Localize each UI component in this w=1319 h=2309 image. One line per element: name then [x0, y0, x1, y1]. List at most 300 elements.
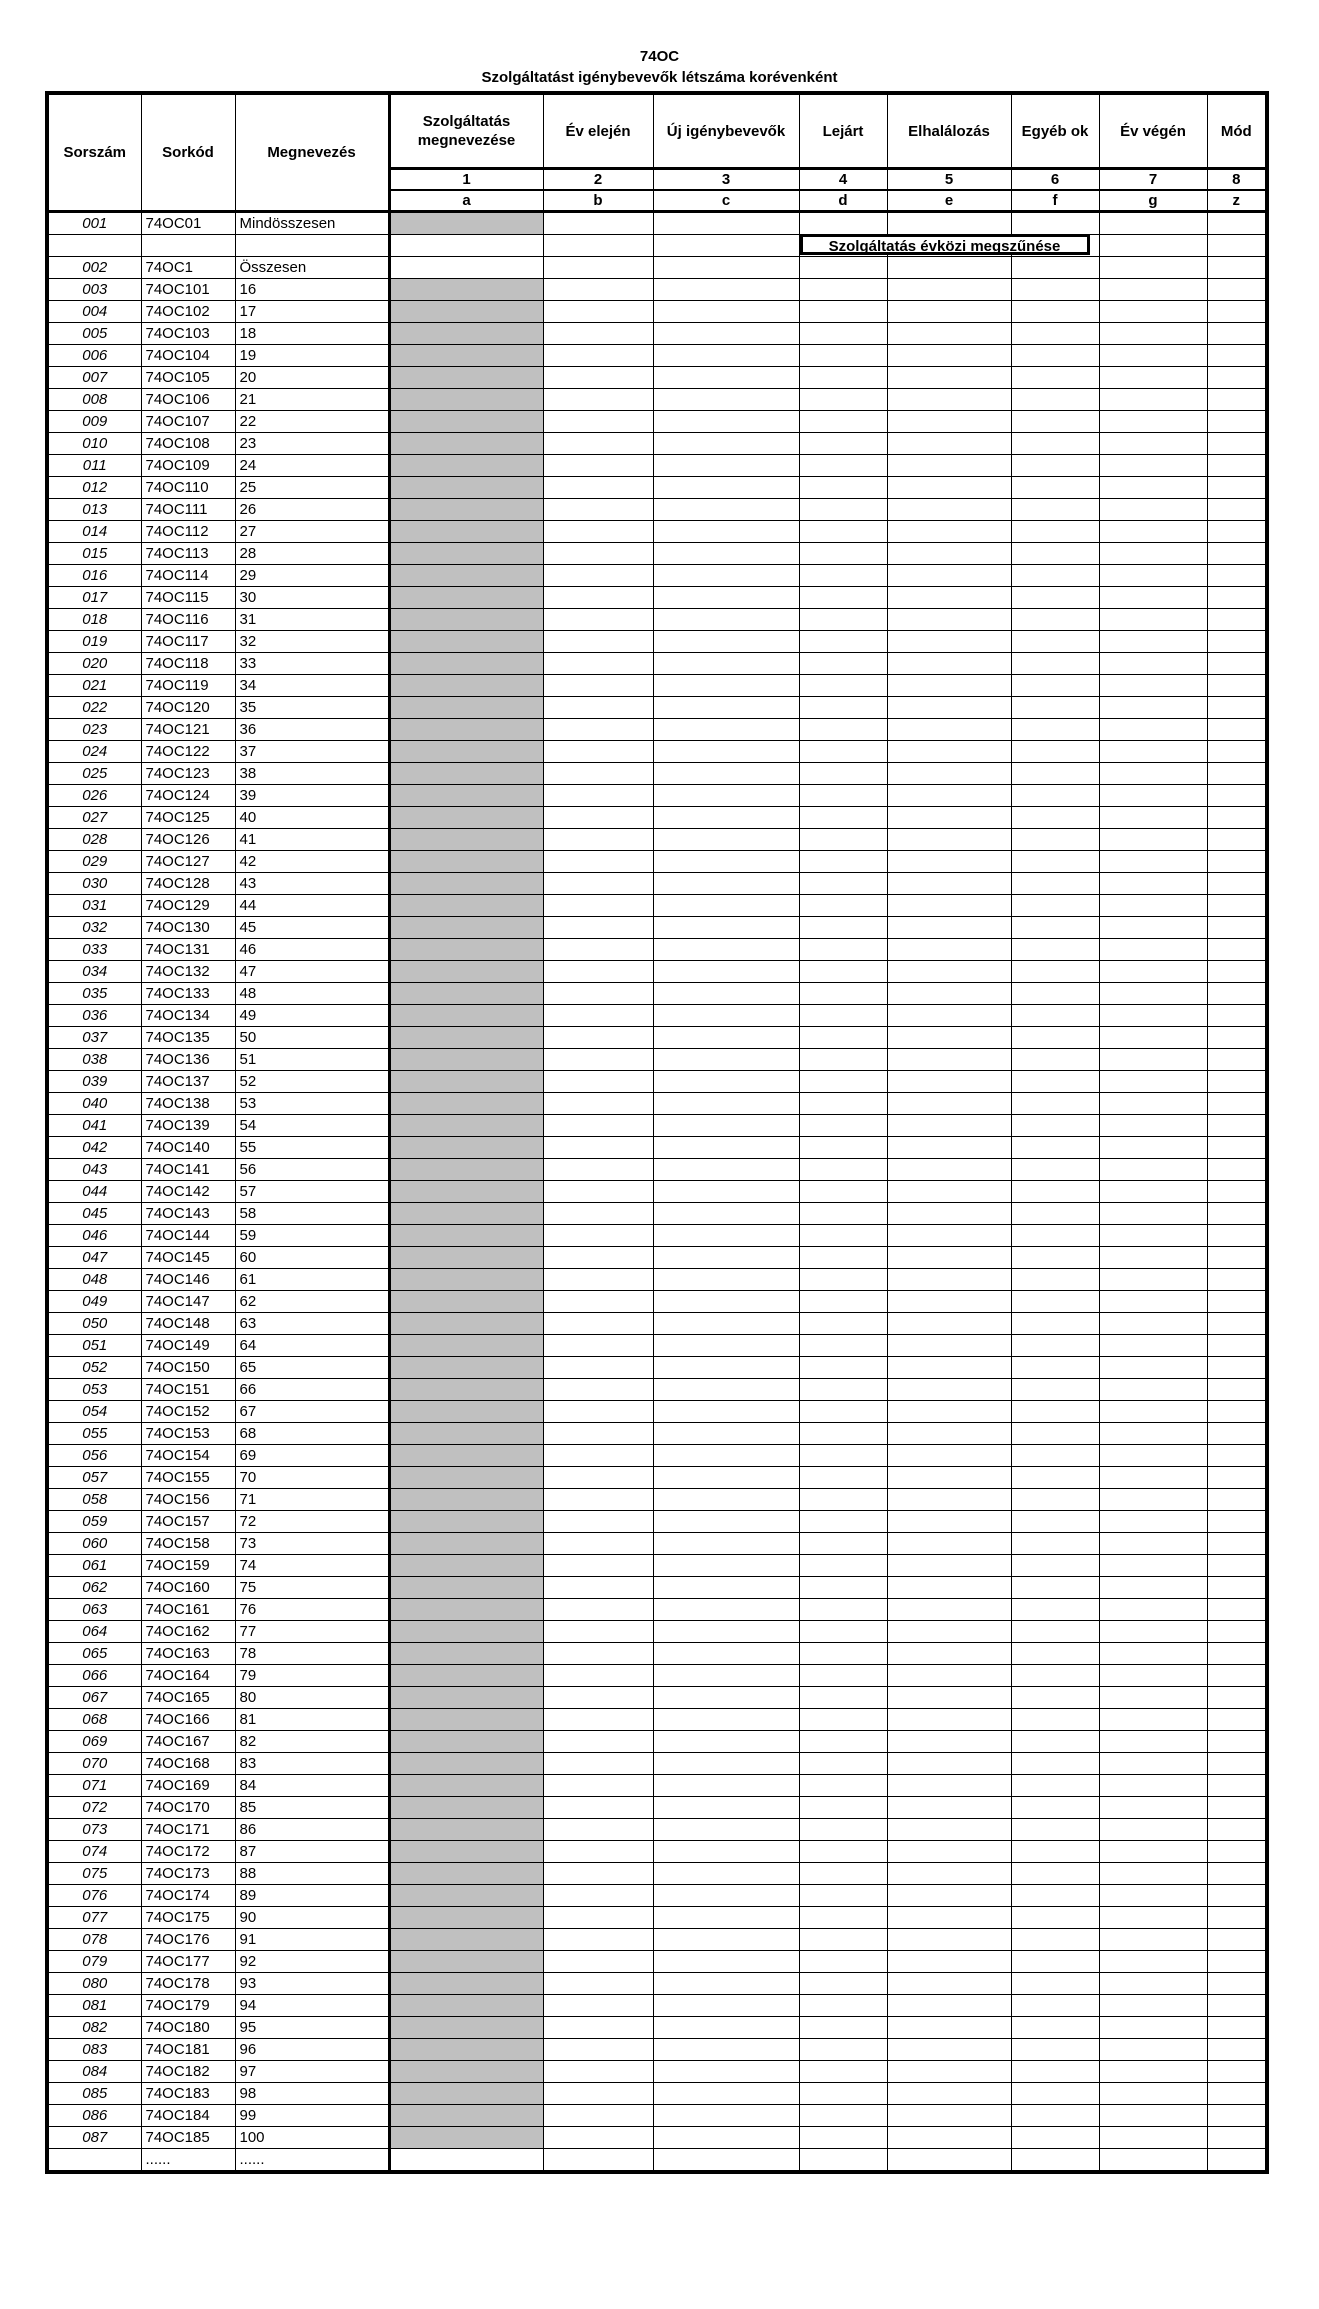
cell-egyeb-ok[interactable] [1011, 895, 1099, 917]
cell-ev-vegen[interactable] [1099, 389, 1207, 411]
cell-ev-vegen[interactable] [1099, 345, 1207, 367]
cell-elhalalozas[interactable] [887, 257, 1011, 279]
cell-szolgaltatas[interactable] [389, 257, 543, 279]
cell-ev-vegen[interactable] [1099, 212, 1207, 235]
cell-ev-elejen[interactable] [543, 367, 653, 389]
cell-egyeb-ok[interactable] [1011, 631, 1099, 653]
cell-uj-igenybevevok[interactable] [653, 1115, 799, 1137]
cell-ev-vegen[interactable] [1099, 1401, 1207, 1423]
cell-ev-elejen[interactable] [543, 807, 653, 829]
cell-egyeb-ok[interactable] [1011, 1797, 1099, 1819]
cell-ev-elejen[interactable] [543, 1313, 653, 1335]
cell-ev-vegen[interactable] [1099, 1423, 1207, 1445]
cell-uj-igenybevevok[interactable] [653, 631, 799, 653]
cell-ev-vegen[interactable] [1099, 631, 1207, 653]
cell-ev-vegen[interactable] [1099, 1951, 1207, 1973]
cell-ev-elejen[interactable] [543, 565, 653, 587]
cell-egyeb-ok[interactable] [1011, 851, 1099, 873]
cell-egyeb-ok[interactable] [1011, 1467, 1099, 1489]
cell-ev-vegen[interactable] [1099, 1665, 1207, 1687]
cell-mod[interactable] [1207, 2039, 1267, 2061]
cell-elhalalozas[interactable] [887, 279, 1011, 301]
cell-lejart[interactable] [799, 1599, 887, 1621]
cell-lejart[interactable] [799, 1753, 887, 1775]
cell-uj-igenybevevok[interactable] [653, 939, 799, 961]
cell-elhalalozas[interactable] [887, 1313, 1011, 1335]
cell-ev-vegen[interactable] [1099, 609, 1207, 631]
cell-ev-elejen[interactable] [543, 301, 653, 323]
cell-ev-elejen[interactable] [543, 1291, 653, 1313]
cell-lejart[interactable] [799, 367, 887, 389]
cell-elhalalozas[interactable] [887, 1137, 1011, 1159]
cell-lejart[interactable] [799, 1445, 887, 1467]
cell-ev-vegen[interactable] [1099, 1841, 1207, 1863]
cell-mod[interactable] [1207, 1379, 1267, 1401]
cell-lejart[interactable] [799, 521, 887, 543]
cell-egyeb-ok[interactable] [1011, 1269, 1099, 1291]
cell-elhalalozas[interactable] [887, 807, 1011, 829]
cell-ev-elejen[interactable] [543, 1401, 653, 1423]
cell-mod[interactable] [1207, 1137, 1267, 1159]
cell-ev-elejen[interactable] [543, 433, 653, 455]
cell-elhalalozas[interactable] [887, 2149, 1011, 2173]
cell-elhalalozas[interactable] [887, 1269, 1011, 1291]
cell-elhalalozas[interactable] [887, 1665, 1011, 1687]
cell-uj-igenybevevok[interactable] [653, 1401, 799, 1423]
cell-ev-vegen[interactable] [1099, 565, 1207, 587]
cell-mod[interactable] [1207, 1995, 1267, 2017]
cell-ev-elejen[interactable] [543, 1379, 653, 1401]
cell-uj-igenybevevok[interactable] [653, 1511, 799, 1533]
cell-mod[interactable] [1207, 895, 1267, 917]
cell-mod[interactable] [1207, 653, 1267, 675]
cell-egyeb-ok[interactable] [1011, 1643, 1099, 1665]
cell-mod[interactable] [1207, 1555, 1267, 1577]
cell-mod[interactable] [1207, 961, 1267, 983]
cell-lejart[interactable] [799, 1973, 887, 1995]
cell-egyeb-ok[interactable] [1011, 1489, 1099, 1511]
cell-uj-igenybevevok[interactable] [653, 1027, 799, 1049]
cell-lejart[interactable] [799, 1027, 887, 1049]
cell-ev-elejen[interactable] [543, 1489, 653, 1511]
cell-ev-vegen[interactable] [1099, 1819, 1207, 1841]
cell-ev-elejen[interactable] [543, 1929, 653, 1951]
cell-egyeb-ok[interactable] [1011, 939, 1099, 961]
cell-ev-elejen[interactable] [543, 1005, 653, 1027]
cell-mod[interactable] [1207, 499, 1267, 521]
cell-ev-elejen[interactable] [543, 653, 653, 675]
cell-egyeb-ok[interactable] [1011, 1885, 1099, 1907]
cell-lejart[interactable] [799, 1049, 887, 1071]
cell-ev-vegen[interactable] [1099, 1555, 1207, 1577]
cell-ev-vegen[interactable] [1099, 1533, 1207, 1555]
cell-ev-elejen[interactable] [543, 323, 653, 345]
cell-ev-elejen[interactable] [543, 1555, 653, 1577]
cell-ev-elejen[interactable] [543, 411, 653, 433]
cell-lejart[interactable] [799, 301, 887, 323]
cell-egyeb-ok[interactable] [1011, 1027, 1099, 1049]
cell-lejart[interactable] [799, 1093, 887, 1115]
cell-lejart[interactable] [799, 1687, 887, 1709]
cell-lejart[interactable] [799, 1269, 887, 1291]
cell-uj-igenybevevok[interactable] [653, 1775, 799, 1797]
cell-uj-igenybevevok[interactable] [653, 1995, 799, 2017]
cell-uj-igenybevevok[interactable] [653, 741, 799, 763]
cell-mod[interactable] [1207, 2127, 1267, 2149]
cell-uj-igenybevevok[interactable] [653, 1863, 799, 1885]
cell-lejart[interactable] [799, 1533, 887, 1555]
cell-uj-igenybevevok[interactable] [653, 2083, 799, 2105]
cell-lejart[interactable] [799, 2149, 887, 2173]
cell-egyeb-ok[interactable] [1011, 653, 1099, 675]
cell-lejart[interactable] [799, 1115, 887, 1137]
cell-ev-vegen[interactable] [1099, 1005, 1207, 1027]
cell-lejart[interactable] [799, 235, 1061, 257]
cell-egyeb-ok[interactable] [1011, 1533, 1099, 1555]
cell-mod[interactable] [1207, 235, 1267, 257]
cell-ev-elejen[interactable] [543, 1841, 653, 1863]
cell-elhalalozas[interactable] [887, 543, 1011, 565]
cell-ev-elejen[interactable] [543, 2039, 653, 2061]
cell-mod[interactable] [1207, 1621, 1267, 1643]
cell-uj-igenybevevok[interactable] [653, 257, 799, 279]
cell-lejart[interactable] [799, 1885, 887, 1907]
cell-egyeb-ok[interactable] [1011, 411, 1099, 433]
cell-uj-igenybevevok[interactable] [653, 1929, 799, 1951]
cell-egyeb-ok[interactable] [1011, 785, 1099, 807]
cell-ev-elejen[interactable] [543, 1027, 653, 1049]
cell-mod[interactable] [1207, 1731, 1267, 1753]
cell-mod[interactable] [1207, 455, 1267, 477]
cell-mod[interactable] [1207, 1049, 1267, 1071]
cell-uj-igenybevevok[interactable] [653, 565, 799, 587]
cell-egyeb-ok[interactable] [1011, 587, 1099, 609]
cell-uj-igenybevevok[interactable] [653, 1093, 799, 1115]
cell-lejart[interactable] [799, 851, 887, 873]
cell-elhalalozas[interactable] [887, 1643, 1011, 1665]
cell-elhalalozas[interactable] [887, 1533, 1011, 1555]
cell-egyeb-ok[interactable] [1011, 477, 1099, 499]
cell-ev-vegen[interactable] [1099, 1291, 1207, 1313]
cell-egyeb-ok[interactable] [1011, 741, 1099, 763]
cell-egyeb-ok[interactable] [1011, 1313, 1099, 1335]
cell-uj-igenybevevok[interactable] [653, 1577, 799, 1599]
cell-egyeb-ok[interactable] [1011, 1423, 1099, 1445]
cell-mod[interactable] [1207, 212, 1267, 235]
cell-egyeb-ok[interactable] [1011, 2127, 1099, 2149]
cell-elhalalozas[interactable] [887, 1489, 1011, 1511]
cell-egyeb-ok[interactable] [1011, 829, 1099, 851]
cell-ev-elejen[interactable] [543, 212, 653, 235]
cell-mod[interactable] [1207, 1643, 1267, 1665]
cell-ev-elejen[interactable] [543, 1797, 653, 1819]
cell-ev-vegen[interactable] [1099, 1159, 1207, 1181]
cell-uj-igenybevevok[interactable] [653, 2039, 799, 2061]
cell-elhalalozas[interactable] [887, 1357, 1011, 1379]
cell-mod[interactable] [1207, 1093, 1267, 1115]
cell-uj-igenybevevok[interactable] [653, 1709, 799, 1731]
cell-ev-vegen[interactable] [1099, 301, 1207, 323]
cell-elhalalozas[interactable] [887, 1159, 1011, 1181]
cell-ev-vegen[interactable] [1099, 2105, 1207, 2127]
cell-egyeb-ok[interactable] [1011, 1093, 1099, 1115]
cell-lejart[interactable] [799, 1467, 887, 1489]
cell-ev-vegen[interactable] [1099, 1687, 1207, 1709]
cell-ev-elejen[interactable] [543, 1819, 653, 1841]
cell-mod[interactable] [1207, 851, 1267, 873]
cell-uj-igenybevevok[interactable] [653, 609, 799, 631]
cell-ev-vegen[interactable] [1099, 1137, 1207, 1159]
cell-ev-elejen[interactable] [543, 345, 653, 367]
cell-uj-igenybevevok[interactable] [653, 1269, 799, 1291]
cell-ev-elejen[interactable] [543, 983, 653, 1005]
cell-egyeb-ok[interactable] [1011, 917, 1099, 939]
cell-ev-elejen[interactable] [543, 1159, 653, 1181]
cell-mod[interactable] [1207, 1599, 1267, 1621]
cell-lejart[interactable] [799, 1775, 887, 1797]
cell-elhalalozas[interactable] [887, 301, 1011, 323]
cell-mod[interactable] [1207, 477, 1267, 499]
cell-lejart[interactable] [799, 1137, 887, 1159]
cell-egyeb-ok[interactable] [1011, 367, 1099, 389]
cell-ev-elejen[interactable] [543, 609, 653, 631]
cell-elhalalozas[interactable] [887, 1885, 1011, 1907]
cell-elhalalozas[interactable] [887, 697, 1011, 719]
cell-elhalalozas[interactable] [887, 1115, 1011, 1137]
cell-ev-vegen[interactable] [1099, 1467, 1207, 1489]
cell-ev-vegen[interactable] [1099, 1621, 1207, 1643]
cell-mod[interactable] [1207, 1489, 1267, 1511]
cell-egyeb-ok[interactable] [1011, 2061, 1099, 2083]
cell-uj-igenybevevok[interactable] [653, 719, 799, 741]
cell-ev-elejen[interactable] [543, 675, 653, 697]
cell-mod[interactable] [1207, 367, 1267, 389]
cell-ev-vegen[interactable] [1099, 477, 1207, 499]
cell-uj-igenybevevok[interactable] [653, 345, 799, 367]
cell-lejart[interactable] [799, 609, 887, 631]
cell-egyeb-ok[interactable] [1011, 983, 1099, 1005]
cell-mod[interactable] [1207, 675, 1267, 697]
cell-lejart[interactable] [799, 2105, 887, 2127]
cell-elhalalozas[interactable] [887, 1423, 1011, 1445]
cell-szolgaltatas[interactable] [389, 2149, 543, 2173]
cell-uj-igenybevevok[interactable] [653, 1423, 799, 1445]
cell-ev-elejen[interactable] [543, 1687, 653, 1709]
cell-ev-elejen[interactable] [543, 1643, 653, 1665]
cell-uj-igenybevevok[interactable] [653, 1643, 799, 1665]
cell-lejart[interactable] [799, 1929, 887, 1951]
cell-mod[interactable] [1207, 345, 1267, 367]
cell-ev-vegen[interactable] [1099, 1357, 1207, 1379]
cell-egyeb-ok[interactable] [1011, 1929, 1099, 1951]
cell-elhalalozas[interactable] [887, 1709, 1011, 1731]
cell-ev-vegen[interactable] [1099, 2017, 1207, 2039]
cell-lejart[interactable] [799, 1159, 887, 1181]
cell-mod[interactable] [1207, 829, 1267, 851]
cell-ev-vegen[interactable] [1099, 741, 1207, 763]
cell-ev-vegen[interactable] [1099, 2061, 1207, 2083]
cell-ev-elejen[interactable] [543, 1335, 653, 1357]
cell-elhalalozas[interactable] [887, 1973, 1011, 1995]
cell-elhalalozas[interactable] [887, 1819, 1011, 1841]
cell-ev-vegen[interactable] [1099, 697, 1207, 719]
cell-ev-vegen[interactable] [1099, 2149, 1207, 2173]
cell-egyeb-ok[interactable] [1011, 961, 1099, 983]
cell-mod[interactable] [1207, 873, 1267, 895]
cell-mod[interactable] [1207, 411, 1267, 433]
cell-ev-elejen[interactable] [543, 1093, 653, 1115]
cell-lejart[interactable] [799, 455, 887, 477]
cell-mod[interactable] [1207, 1027, 1267, 1049]
cell-lejart[interactable] [799, 1907, 887, 1929]
cell-uj-igenybevevok[interactable] [653, 1731, 799, 1753]
cell-elhalalozas[interactable] [887, 323, 1011, 345]
cell-ev-elejen[interactable] [543, 279, 653, 301]
cell-lejart[interactable] [799, 411, 887, 433]
cell-elhalalozas[interactable] [887, 1401, 1011, 1423]
cell-mod[interactable] [1207, 1181, 1267, 1203]
cell-lejart[interactable] [799, 653, 887, 675]
cell-egyeb-ok[interactable] [1011, 2083, 1099, 2105]
cell-uj-igenybevevok[interactable] [653, 1071, 799, 1093]
cell-uj-igenybevevok[interactable] [653, 1885, 799, 1907]
cell-lejart[interactable] [799, 1665, 887, 1687]
cell-ev-vegen[interactable] [1099, 279, 1207, 301]
cell-lejart[interactable] [799, 1863, 887, 1885]
cell-uj-igenybevevok[interactable] [653, 477, 799, 499]
cell-ev-vegen[interactable] [1099, 1775, 1207, 1797]
cell-egyeb-ok[interactable] [1011, 1071, 1099, 1093]
cell-ev-vegen[interactable] [1099, 1885, 1207, 1907]
cell-egyeb-ok[interactable] [1011, 1621, 1099, 1643]
cell-elhalalozas[interactable] [887, 477, 1011, 499]
cell-egyeb-ok[interactable] [1011, 1115, 1099, 1137]
cell-ev-elejen[interactable] [543, 1995, 653, 2017]
cell-ev-elejen[interactable] [543, 697, 653, 719]
cell-uj-igenybevevok[interactable] [653, 2061, 799, 2083]
cell-uj-igenybevevok[interactable] [653, 1621, 799, 1643]
cell-ev-vegen[interactable] [1099, 1181, 1207, 1203]
cell-uj-igenybevevok[interactable] [653, 301, 799, 323]
cell-lejart[interactable] [799, 433, 887, 455]
cell-lejart[interactable] [799, 763, 887, 785]
cell-ev-elejen[interactable] [543, 873, 653, 895]
cell-egyeb-ok[interactable] [1011, 212, 1099, 235]
cell-uj-igenybevevok[interactable] [653, 829, 799, 851]
cell-egyeb-ok[interactable] [1011, 2105, 1099, 2127]
cell-mod[interactable] [1207, 1511, 1267, 1533]
cell-elhalalozas[interactable] [887, 873, 1011, 895]
cell-ev-elejen[interactable] [543, 939, 653, 961]
cell-uj-igenybevevok[interactable] [653, 1313, 799, 1335]
cell-uj-igenybevevok[interactable] [653, 543, 799, 565]
cell-elhalalozas[interactable] [887, 1291, 1011, 1313]
cell-mod[interactable] [1207, 587, 1267, 609]
cell-uj-igenybevevok[interactable] [653, 2149, 799, 2173]
cell-ev-vegen[interactable] [1099, 785, 1207, 807]
cell-ev-vegen[interactable] [1099, 1929, 1207, 1951]
cell-elhalalozas[interactable] [887, 1071, 1011, 1093]
cell-lejart[interactable] [799, 2127, 887, 2149]
cell-lejart[interactable] [799, 345, 887, 367]
cell-mod[interactable] [1207, 1313, 1267, 1335]
cell-egyeb-ok[interactable] [1011, 1401, 1099, 1423]
cell-lejart[interactable] [799, 741, 887, 763]
cell-ev-elejen[interactable] [543, 1445, 653, 1467]
cell-mod[interactable] [1207, 257, 1267, 279]
cell-lejart[interactable] [799, 1797, 887, 1819]
cell-mod[interactable] [1207, 1533, 1267, 1555]
cell-mod[interactable] [1207, 763, 1267, 785]
cell-egyeb-ok[interactable] [1011, 1225, 1099, 1247]
cell-mod[interactable] [1207, 1291, 1267, 1313]
cell-ev-elejen[interactable] [543, 1709, 653, 1731]
cell-egyeb-ok[interactable] [1011, 323, 1099, 345]
cell-uj-igenybevevok[interactable] [653, 279, 799, 301]
cell-egyeb-ok[interactable] [1011, 2039, 1099, 2061]
cell-ev-elejen[interactable] [543, 2017, 653, 2039]
cell-uj-igenybevevok[interactable] [653, 851, 799, 873]
cell-lejart[interactable] [799, 1071, 887, 1093]
cell-ev-elejen[interactable] [543, 235, 653, 257]
cell-mod[interactable] [1207, 279, 1267, 301]
cell-uj-igenybevevok[interactable] [653, 1203, 799, 1225]
cell-ev-elejen[interactable] [543, 1247, 653, 1269]
cell-lejart[interactable] [799, 389, 887, 411]
cell-mod[interactable] [1207, 1423, 1267, 1445]
cell-mod[interactable] [1207, 323, 1267, 345]
cell-lejart[interactable] [799, 1709, 887, 1731]
cell-egyeb-ok[interactable] [1011, 1511, 1099, 1533]
cell-ev-elejen[interactable] [543, 631, 653, 653]
cell-elhalalozas[interactable] [887, 2061, 1011, 2083]
cell-ev-elejen[interactable] [543, 1357, 653, 1379]
cell-ev-elejen[interactable] [543, 1137, 653, 1159]
cell-lejart[interactable] [799, 1643, 887, 1665]
cell-uj-igenybevevok[interactable] [653, 983, 799, 1005]
cell-elhalalozas[interactable] [887, 1247, 1011, 1269]
cell-ev-vegen[interactable] [1099, 1731, 1207, 1753]
cell-uj-igenybevevok[interactable] [653, 1247, 799, 1269]
cell-egyeb-ok[interactable] [1011, 763, 1099, 785]
cell-elhalalozas[interactable] [887, 829, 1011, 851]
cell-ev-vegen[interactable] [1099, 1313, 1207, 1335]
cell-mod[interactable] [1207, 1335, 1267, 1357]
cell-mod[interactable] [1207, 2149, 1267, 2173]
cell-ev-vegen[interactable] [1099, 235, 1207, 257]
cell-uj-igenybevevok[interactable] [653, 1665, 799, 1687]
cell-uj-igenybevevok[interactable] [653, 675, 799, 697]
cell-mod[interactable] [1207, 1951, 1267, 1973]
cell-egyeb-ok[interactable] [1011, 499, 1099, 521]
cell-mod[interactable] [1207, 1819, 1267, 1841]
cell-uj-igenybevevok[interactable] [653, 2105, 799, 2127]
cell-ev-vegen[interactable] [1099, 1753, 1207, 1775]
cell-ev-elejen[interactable] [543, 1753, 653, 1775]
cell-egyeb-ok[interactable] [1011, 2149, 1099, 2173]
cell-elhalalozas[interactable] [887, 1731, 1011, 1753]
cell-egyeb-ok[interactable] [1011, 1049, 1099, 1071]
cell-ev-vegen[interactable] [1099, 917, 1207, 939]
cell-uj-igenybevevok[interactable] [653, 1291, 799, 1313]
cell-egyeb-ok[interactable] [1011, 1709, 1099, 1731]
cell-ev-vegen[interactable] [1099, 807, 1207, 829]
cell-elhalalozas[interactable] [887, 1511, 1011, 1533]
cell-mod[interactable] [1207, 433, 1267, 455]
cell-elhalalozas[interactable] [887, 1049, 1011, 1071]
cell-lejart[interactable] [799, 323, 887, 345]
cell-ev-elejen[interactable] [543, 1115, 653, 1137]
